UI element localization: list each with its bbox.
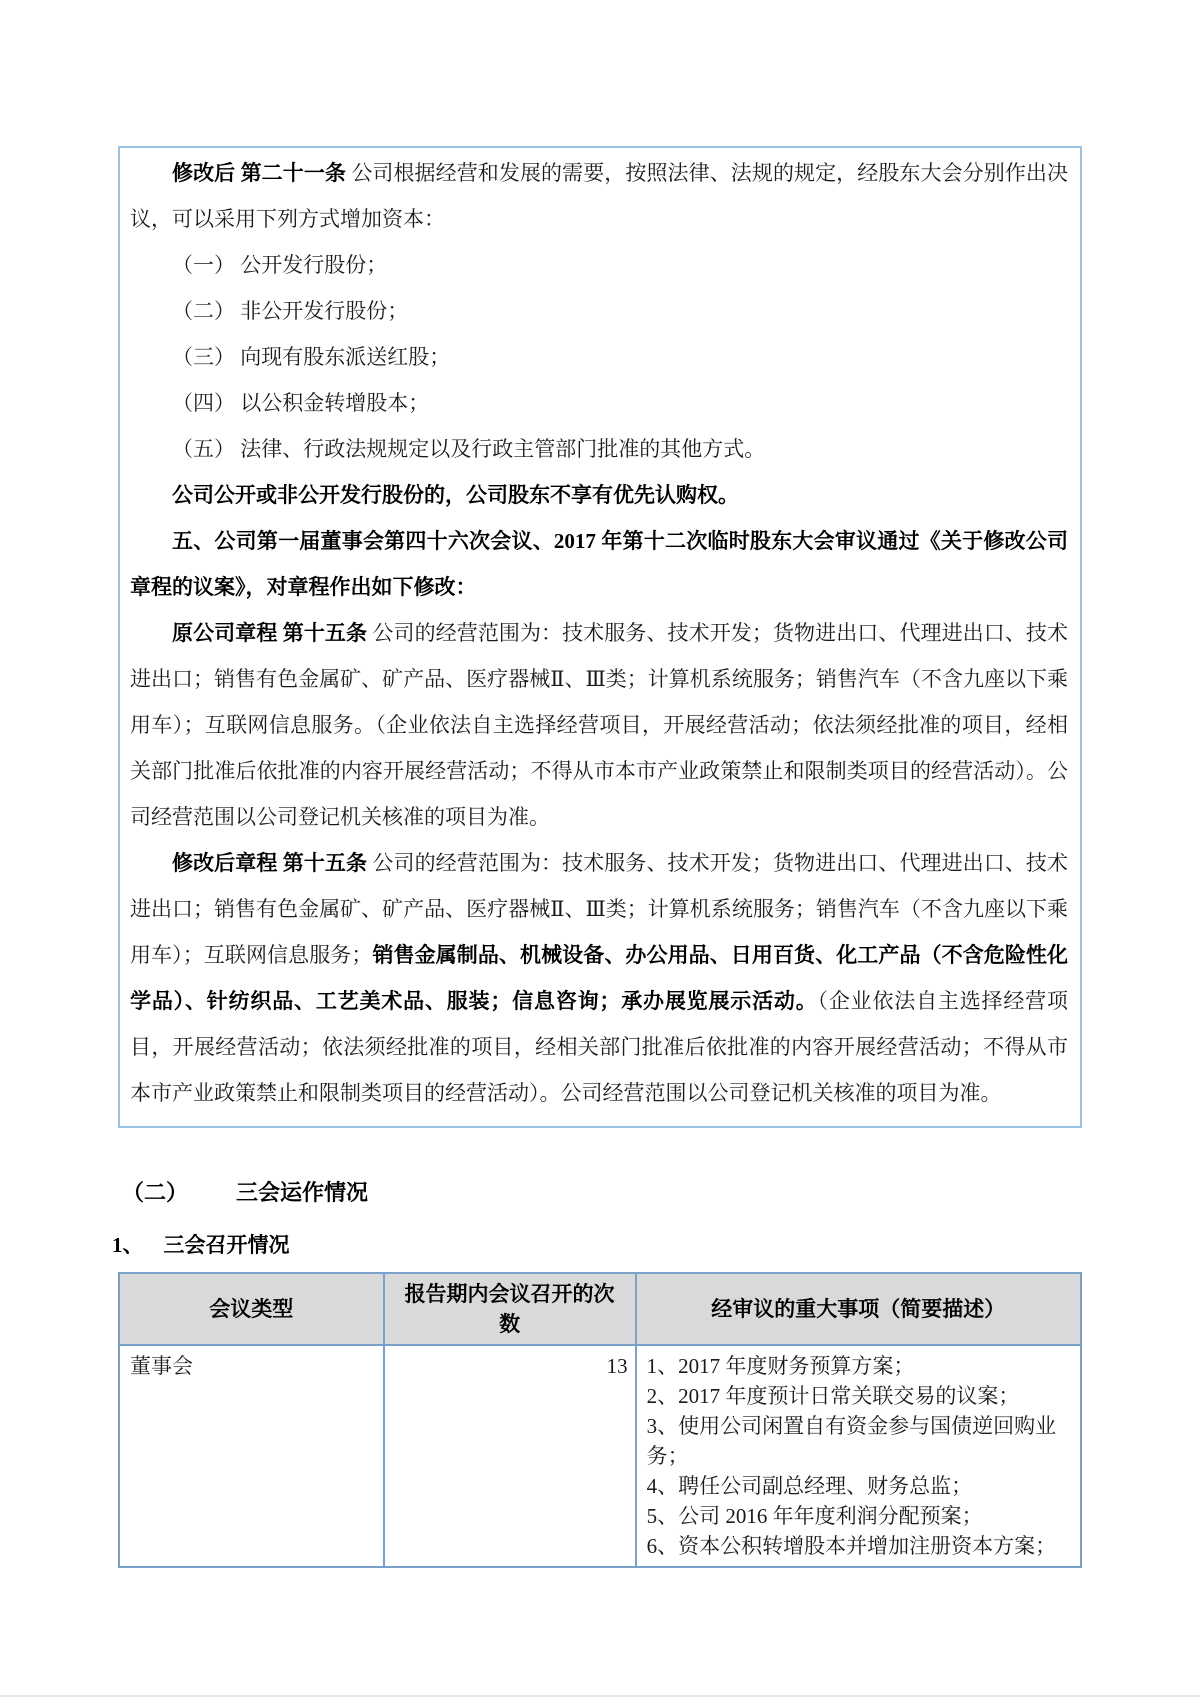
text-segment: （五） 法律、行政法规规定以及行政主管部门批准的其他方式。	[172, 437, 766, 461]
bold-text-segment: 五、公司第一届董事会第四十六次会议、2017 年第十二次临时股东大会审议通过《关于修改公司章程的议案》，对章程作出如下修改：	[130, 529, 1068, 599]
section-number: （二）	[122, 1180, 189, 1205]
matter-item: 5、公司 2016 年年度利润分配预案；	[646, 1504, 983, 1528]
section-heading	[122, 1176, 1082, 1207]
box-paragraph	[130, 426, 1068, 472]
bold-text-segment: 修改后章程 第十五条	[172, 851, 368, 875]
meetings-table	[118, 1272, 1082, 1568]
amendment-box	[118, 146, 1082, 1128]
box-paragraph	[130, 334, 1068, 380]
text-segment: （二） 非公开发行股份；	[172, 299, 409, 323]
bold-text-segment: 修改后 第二十一条	[172, 161, 346, 185]
box-paragraph	[130, 380, 1068, 426]
box-paragraph	[130, 472, 1068, 518]
table-header-row	[119, 1273, 1081, 1345]
subsection-title: 三会召开情况	[163, 1233, 290, 1257]
table-header-label: 会议类型	[209, 1297, 294, 1321]
table-header-label: 经审议的重大事项（简要描述）	[711, 1297, 1006, 1321]
matters-cell	[636, 1345, 1081, 1567]
box-paragraph	[130, 518, 1068, 610]
meetings-table-body	[119, 1345, 1081, 1567]
table-header-cell	[384, 1273, 636, 1345]
table-header-cell	[119, 1273, 384, 1345]
bold-text-segment: 销售金属制品、机械设备、办公用品、日用百货、化工产品（不含危险性化学品）、针纺织品、工艺美术品、服装；信息咨询；承办展览展示活动。	[130, 943, 1068, 1013]
matter-item: 2、2017 年度预计日常关联交易的议案；	[646, 1384, 1020, 1408]
text-segment: （一） 公开发行股份；	[172, 253, 388, 277]
section-title: 三会运作情况	[236, 1180, 369, 1205]
table-header-cell	[636, 1273, 1081, 1345]
box-paragraph	[130, 840, 1068, 1116]
bold-text-segment: 公司公开或非公开发行股份的，公司股东不享有优先认购权。	[172, 483, 739, 507]
subsection-number: 1、	[112, 1233, 144, 1257]
box-paragraph	[130, 242, 1068, 288]
text-segment: 公司的经营范围为：技术服务、技术开发；货物进出口、代理进出口、技术进出口；销售有色金属矿、矿产品、医疗器械Ⅱ、Ⅲ类；计算机系统服务；销售汽车（不含九座以下乘用车）；互联网信息服务。（企业依法自主选择经营项目，开展经营活动；依法须经批准的项目，经相关部门批准后依批准的内容开展经营活动；不得从市本市产业政策禁止和限制类项目的经营活动）。公司经营范围以公司登记机关核准的项目为准。	[130, 621, 1069, 829]
box-paragraph	[130, 150, 1068, 242]
box-paragraph	[130, 610, 1068, 840]
text-segment: （四） 以公积金转增股本；	[172, 391, 430, 415]
meeting-count-cell: 13	[384, 1345, 636, 1567]
bold-text-segment: 原公司章程 第十五条	[172, 621, 368, 645]
text-segment: 公司根据经营和发展的需要，按照法律、法规的规定，经股东大会分别作出决议，可以采用下列方式增加资本：	[130, 161, 1068, 231]
matter-item: 6、资本公积转增股本并增加注册资本方案；	[646, 1534, 1057, 1558]
meeting-type-cell: 董事会	[119, 1345, 384, 1567]
subsection-heading	[112, 1229, 1082, 1259]
text-segment: （企业依法自主选择经营项目，开展经营活动；依法须经批准的项目，经相关部门批准后依批准的内容开展经营活动；不得从市本市产业政策禁止和限制类项目的经营活动）。公司经营范围以公司登记机关核准的项目为准。	[130, 989, 1068, 1105]
table-row	[119, 1345, 1081, 1567]
box-paragraph	[130, 288, 1068, 334]
table-header-label: 报告期内会议召开的次数	[404, 1282, 615, 1336]
matter-item: 4、聘任公司副总经理、财务总监；	[646, 1474, 973, 1498]
text-segment: 公司的经营范围为：技术服务、技术开发；货物进出口、代理进出口、技术进出口；销售有色金属矿、矿产品、医疗器械Ⅱ、Ⅲ类；计算机系统服务；销售汽车（不含九座以下乘用车）；互联网信息服务；	[130, 851, 1069, 967]
matter-item: 3、使用公司闲置自有资金参与国债逆回购业务；	[646, 1414, 1057, 1468]
matter-item: 1、2017 年度财务预算方案；	[646, 1354, 915, 1378]
text-segment: （三） 向现有股东派送红股；	[172, 345, 451, 369]
